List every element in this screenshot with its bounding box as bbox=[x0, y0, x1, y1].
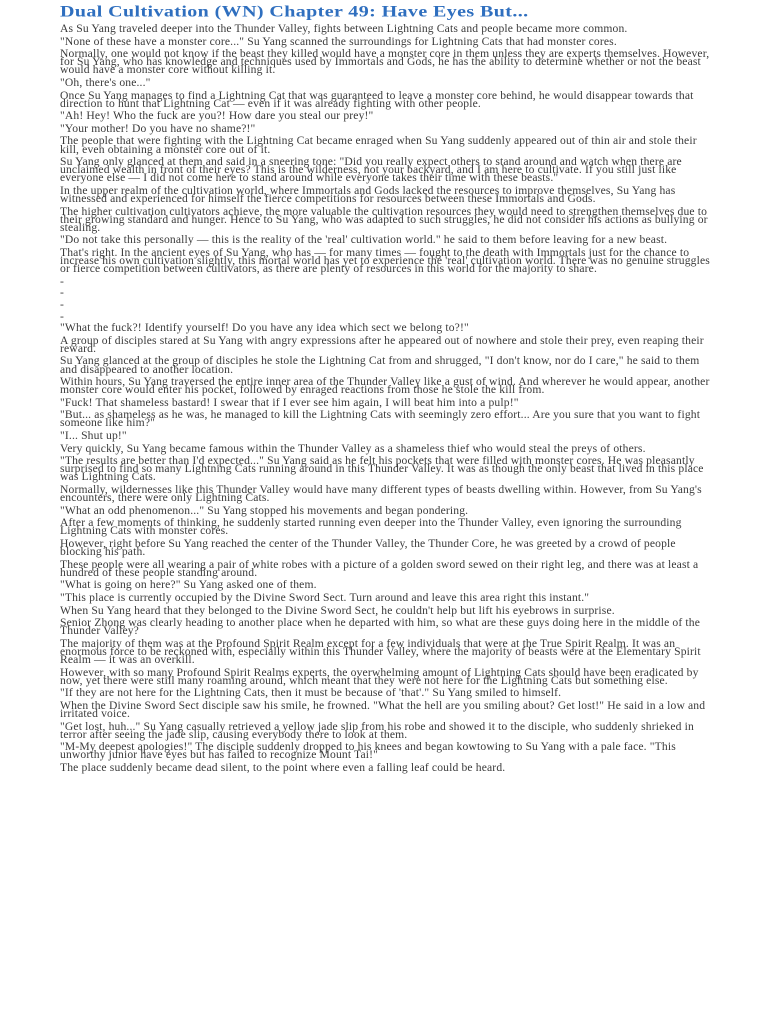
chapter-paragraph: "If they are not here for the Lightning Cats, then it must be because of 'that'." Su Yang smiled to himself. bbox=[60, 686, 562, 700]
chapter-paragraph: These people were all wearing a pair of white robes with a picture of a golden sword sewed on their right leg, and there was at least a hundred of these people standing around. bbox=[60, 557, 699, 579]
chapter-paragraph: - bbox=[60, 297, 65, 311]
chapter-body bbox=[60, 22, 714, 774]
chapter-paragraph: Su Yang only glanced at them and said in a sneering tone: "Did you really expect others to stand around and watch when there are unclaimed wealth in front of their eyes? This is the wilderness, not your backyard, and I am here to cultivate. If you still just like everyone else — I did not come here to stand around while everyone takes their time with these beasts." bbox=[60, 155, 682, 185]
chapter-paragraph: However, right before Su Yang reached the center of the Thunder Valley, the Thunder Core, he was greeted by a crowd of people blocking his path. bbox=[60, 537, 676, 559]
chapter-paragraph: "What an odd phenomenon..." Su Yang stopped his movements and began pondering. bbox=[60, 503, 469, 517]
chapter-paragraph: "Get lost, huh..." Su Yang casually retrieved a yellow jade slip from his robe and showed it to the disciple, who suddenly shrieked in terror after seeing the jade slip, causing everybody there to look at them. bbox=[60, 719, 694, 741]
chapter-paragraph: "What is going on here?" Su Yang asked one of them. bbox=[60, 578, 317, 592]
chapter-paragraph: In the upper realm of the cultivation world, where Immortals and Gods lacked the resources to improve themselves, Su Yang has witnessed and experienced for himself the fierce competitions for resources between these Immortals and Gods. bbox=[60, 183, 676, 205]
chapter-paragraph: The higher cultivation cultivators achieve, the more valuable the cultivation resources they would need to strengthen themselves due to their growing standard and hunger. Hence to Su Yang, who was adapted to such struggles, he did not consider his actions as bullying or stealing. bbox=[60, 204, 708, 234]
chapter-paragraph: - bbox=[60, 286, 65, 300]
chapter-paragraph: The majority of them was at the Profound Spirit Realm except for a few individuals that were at the True Spirit Realm. It was an enormous force to be reckoned with, especially within this Thunder Valley, where the majority of beasts were at the Elementary Spirit Realm — it was an overkill. bbox=[60, 636, 701, 667]
chapter-paragraph: "Your mother! Do you have no shame?!" bbox=[60, 121, 256, 135]
chapter-paragraph: Senior Zhong was clearly heading to another place when he departed with him, so what are these guys doing here in the middle of the Thunder Valley? bbox=[60, 616, 701, 638]
chapter-paragraph: "What the fuck?! Identify yourself! Do you have any idea which sect we belong to?!" bbox=[60, 321, 469, 335]
chapter-paragraph: - bbox=[60, 274, 65, 288]
chapter-paragraph: When the Divine Sword Sect disciple saw his smile, he frowned. "What the hell are you smiling about? Get lost!" He said in a low and irritated voice. bbox=[60, 698, 706, 720]
chapter-paragraph: The people that were fighting with the Lightning Cat became enraged when Su Yang suddenly appeared out of thin air and stole their kill, even obtaining a monster core out of it. bbox=[60, 134, 697, 156]
chapter-paragraph: Within hours, Su Yang traversed the entire inner area of the Thunder Valley like a gust of wind. And wherever he would appear, another monster core would enter his pocket, followed by enraged reactions from those he stole the kill from. bbox=[60, 375, 710, 397]
chapter-paragraph: "Ah! Hey! Who the fuck are you?! How dare you steal our prey!" bbox=[60, 109, 374, 123]
chapter-paragraph: However, with so many Profound Spirit Realms experts, the overwhelming amount of Lightning Cats should have been eradicated by now, yet there were still many roaming around, which meant that they were not here for the Lightning Cats but something else. bbox=[60, 665, 699, 687]
chapter-paragraph: "None of these have a monster core..." Su Yang scanned the surroundings for Lightning Cats that had monster cores. bbox=[60, 34, 617, 48]
chapter-paragraph: "Do not take this personally — this is the reality of the 'real' cultivation world." he said to them before leaving for a new beast. bbox=[60, 233, 668, 247]
chapter-paragraph: Very quickly, Su Yang became famous within the Thunder Valley as a shameless thief who would steal the preys of others. bbox=[60, 441, 646, 455]
chapter-paragraph: When Su Yang heard that they belonged to the Divine Sword Sect, he couldn't help but lift his eyebrows in surprise. bbox=[60, 603, 615, 617]
chapter-paragraph: "Fuck! That shameless bastard! I swear that if I ever see him again, I will beat him into a pulp!" bbox=[60, 395, 519, 409]
chapter-paragraph: "I... Shut up!" bbox=[60, 429, 127, 443]
chapter-paragraph: "Oh, there's one..." bbox=[60, 75, 151, 89]
chapter-paragraph: Normally, one would not know if the beast they killed would have a monster core in them unless they are experts themselves. However, for Su Yang, who has knowledge and techniques used by Immortals and Gods, he has the ability to determine whether or not the beast would have a monster core without killing it. bbox=[60, 47, 710, 77]
chapter-title: Dual Cultivation (WN) Chapter 49: Have Eyes But... bbox=[60, 2, 529, 21]
chapter-paragraph: That's right. In the ancient eyes of Su Yang, who has — for many times — fought to the death with Immortals just for the chance to increase his own cultivation slightly, this mortal world has yet to experience the 'real' cultivation world. There was no genuine struggles or fierce competition between cultivators, as there are plenty of resources in this world for the majority to share. bbox=[60, 245, 710, 276]
chapter-paragraph: As Su Yang traveled deeper into the Thunder Valley, fights between Lightning Cats and people became more common. bbox=[60, 22, 628, 35]
chapter-paragraph: "The results are better than I'd expected..." Su Yang said as he felt his pockets that were filled with monster cores. He was pleasantly surprised to find so many Lightning Cats running around in this Thunder Valley. It was as though the only beast that lived in this place was Lightning Cats. bbox=[60, 454, 704, 484]
chapter-paragraph: "This place is currently occupied by the Divine Sword Sect. Turn around and leave this area right this instant." bbox=[60, 590, 590, 604]
chapter-paragraph: "But... as shameless as he was, he managed to kill the Lightning Cats with seemingly zero effort... Are you sure that you want to fight someone like him?" bbox=[60, 408, 701, 430]
chapter-paragraph: After a few moments of thinking, he suddenly started running even deeper into the Thunder Valley, even ignoring the surrounding Lightning Cats with monster cores. bbox=[60, 516, 682, 538]
chapter-paragraph: Once Su Yang manages to find a Lightning Cat that was guaranteed to leave a monster core behind, he would disappear towards that direction to hunt that Lightning Cat — even if it was already fighting with other people. bbox=[60, 88, 694, 110]
chapter-paragraph: Su Yang glanced at the group of disciples he stole the Lightning Cat from and shrugged, "I don't know, nor do I care," he said to them and disappeared to another location. bbox=[60, 354, 700, 376]
chapter-paragraph: A group of disciples stared at Su Yang with angry expressions after he appeared out of nowhere and stole their prey, even reaping their reward. bbox=[60, 333, 704, 355]
chapter-paragraph: Normally, wildernesses like this Thunder Valley would have many different types of beasts dwelling within. However, from Su Yang's encounters, there were only Lightning Cats. bbox=[60, 483, 702, 505]
chapter-paragraph: The place suddenly became dead silent, to the point where even a falling leaf could be heard. bbox=[60, 760, 506, 774]
chapter-paragraph: - bbox=[60, 309, 65, 323]
chapter-paragraph: "M-My deepest apologies!" The disciple suddenly dropped to his knees and began kowtowing to Su Yang with a pale face. "This unworthy junior have eyes but has failed to recognize Mount Tai!" bbox=[60, 740, 676, 762]
